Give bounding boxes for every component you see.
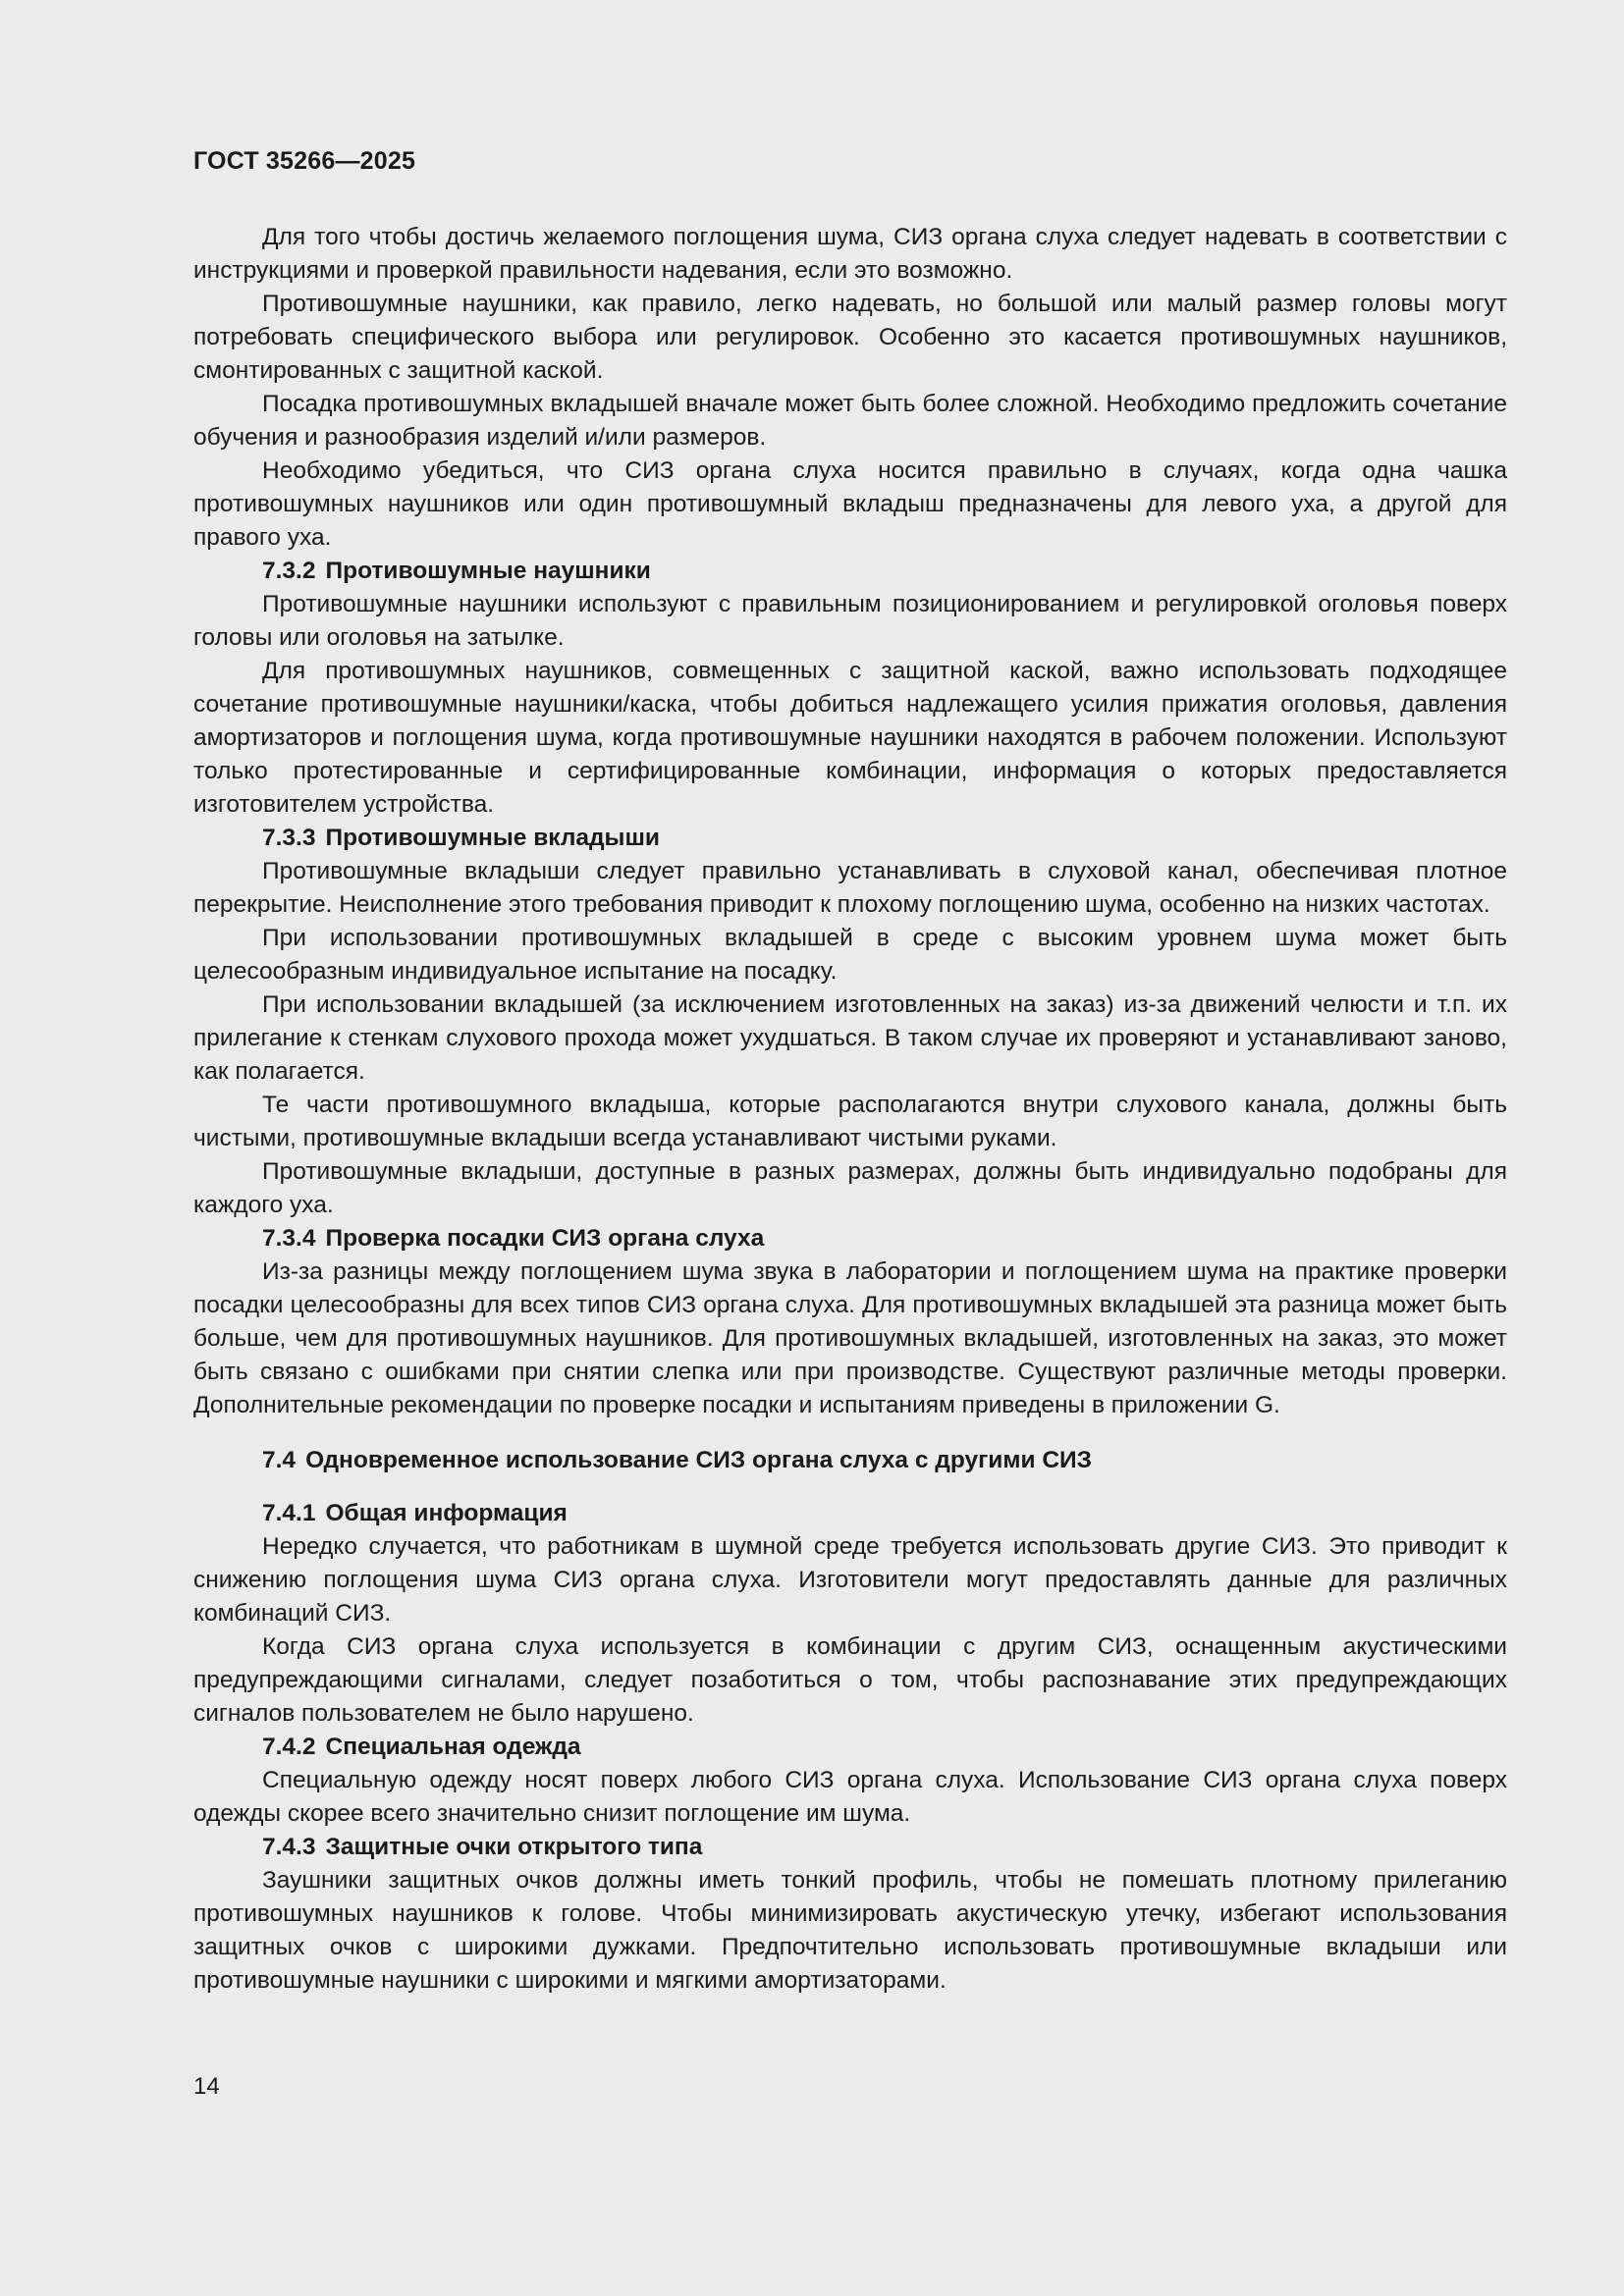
section-number: 7.3.3	[262, 825, 316, 851]
section-heading-7-4-3	[193, 1831, 1507, 1864]
section-number: 7.4.3	[262, 1834, 316, 1860]
page-number: 14	[193, 2073, 220, 2100]
paragraph: Заушники защитных очков должны иметь тонкий профиль, чтобы не помешать плотному прилеганию противошумных наушников к голове. Чтобы минимизировать акустическую утечку, избегают использования защитных очков с широкими дужками. Предпочтительно использовать противошумные вкладыши или противошумные наушники с широкими и мягкими амортизаторами.	[193, 1867, 1507, 1994]
paragraph: Когда СИЗ органа слуха используется в комбинации с другим СИЗ, оснащенным акустическими предупреждающими сигналами, следует позаботиться о том, чтобы распознавание этих предупреждающих сигналов пользователем не было нарушено.	[193, 1633, 1507, 1727]
paragraph: Для противошумных наушников, совмещенных с защитной каской, важно использовать подходящее сочетание противошумные наушники/каска, чтобы добиться надлежащего усилия прижатия оголовья, давления амортизаторов и поглощения шума, когда противошумные наушники находятся в рабочем положении. Используют только протестированные и сертифицированные комбинации, информация о которых предоставляется изготовителем устройства.	[193, 658, 1507, 818]
paragraph: Для того чтобы достичь желаемого поглощения шума, СИЗ органа слуха следует надевать в соответствии с инструкциями и проверкой правильности надевания, если это возможно.	[193, 224, 1507, 284]
section-heading-7-3-2	[193, 555, 1507, 588]
section-number: 7.3.2	[262, 558, 316, 584]
section-title: Противошумные наушники	[325, 558, 651, 584]
paragraph: При использовании противошумных вкладышей в среде с высоким уровнем шума может быть целесообразным индивидуальное испытание на посадку.	[193, 925, 1507, 985]
paragraph: Противошумные вкладыши, доступные в разных размерах, должны быть индивидуально подобраны для каждого уха.	[193, 1158, 1507, 1218]
section-number: 7.4.1	[262, 1500, 316, 1526]
paragraph: Из-за разницы между поглощением шума звука в лаборатории и поглощением шума на практике проверки посадки целесообразны для всех типов СИЗ органа слуха. Для противошумных вкладышей эта разница может быть больше, чем для противошумных наушников. Для противошумных вкладышей, изготовленных на заказ, это может быть связано с ошибками при снятии слепка или при производстве. Существуют различные методы проверки. Дополнительные рекомендации по проверке посадки и испытаниям приведены в приложении G.	[193, 1258, 1507, 1418]
paragraph: Противошумные наушники используют с правильным позиционированием и регулировкой оголовья поверх головы или оголовья на затылке.	[193, 591, 1507, 651]
paragraph: Необходимо убедиться, что СИЗ органа слуха носится правильно в случаях, когда одна чашка противошумных наушников или один противошумный вкладыш предназначены для левого уха, а другой для правого уха.	[193, 457, 1507, 551]
section-number: 7.4.2	[262, 1734, 316, 1760]
section-title: Противошумные вкладыши	[325, 825, 660, 851]
section-number: 7.3.4	[262, 1225, 316, 1252]
section-heading-7-4-1	[193, 1497, 1507, 1530]
paragraph: Те части противошумного вкладыша, которые располагаются внутри слухового канала, должны быть чистыми, противошумные вкладыши всегда устанавливают чистыми руками.	[193, 1092, 1507, 1151]
section-heading-7-4-2	[193, 1731, 1507, 1764]
document-body	[193, 221, 1507, 1998]
section-title: Одновременное использование СИЗ органа слуха с другими СИЗ	[305, 1447, 1093, 1473]
paragraph: Противошумные вкладыши следует правильно устанавливать в слуховой канал, обеспечивая плотное перекрытие. Неисполнение этого требования приводит к плохому поглощению шума, особенно на низких частотах.	[193, 858, 1507, 918]
paragraph: Посадка противошумных вкладышей вначале может быть более сложной. Необходимо предложить сочетание обучения и разнообразия изделий и/или размеров.	[193, 391, 1507, 451]
section-title: Общая информация	[325, 1500, 568, 1526]
section-title: Специальная одежда	[325, 1734, 581, 1760]
section-number: 7.4	[262, 1447, 297, 1473]
section-title: Защитные очки открытого типа	[325, 1834, 703, 1860]
section-heading-7-4	[193, 1444, 1507, 1477]
paragraph: Специальную одежду носят поверх любого СИЗ органа слуха. Использование СИЗ органа слуха поверх одежды скорее всего значительно снизит поглощение им шума.	[193, 1767, 1507, 1827]
section-heading-7-3-4	[193, 1222, 1507, 1255]
section-title: Проверка посадки СИЗ органа слуха	[325, 1225, 765, 1252]
document-header: ГОСТ 35266—2025	[193, 147, 416, 175]
paragraph: Нередко случается, что работникам в шумной среде требуется использовать другие СИЗ. Это приводит к снижению поглощения шума СИЗ органа слуха. Изготовители могут предоставлять данные для различных комбинаций СИЗ.	[193, 1533, 1507, 1627]
paragraph: При использовании вкладышей (за исключением изготовленных на заказ) из-за движений челюсти и т.п. их прилегание к стенкам слухового прохода может ухудшаться. В таком случае их проверяют и устанавливают заново, как полагается.	[193, 991, 1507, 1085]
section-heading-7-3-3	[193, 822, 1507, 855]
paragraph: Противошумные наушники, как правило, легко надевать, но большой или малый размер головы могут потребовать специфического выбора или регулировок. Особенно это касается противошумных наушников, смонтированных с защитной каской.	[193, 291, 1507, 384]
